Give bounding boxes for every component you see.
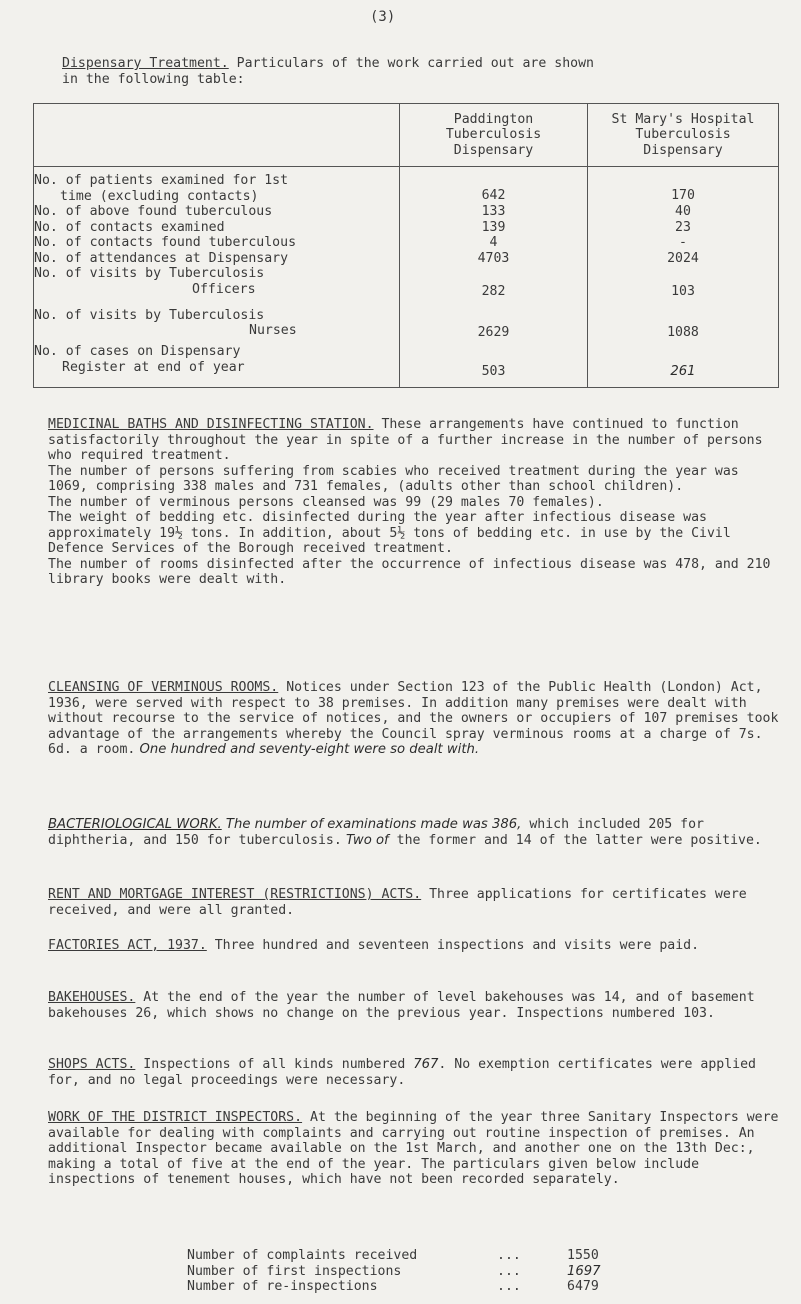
section-heading: RENT AND MORTGAGE INTEREST (RESTRICTIONS) ACTS.: [48, 887, 422, 902]
cell-paddington: 2629: [400, 300, 588, 341]
table-row: [34, 300, 779, 341]
figure-value: 6479: [567, 1279, 599, 1294]
figure-value: 1697: [567, 1263, 601, 1279]
figure-label: Number of re-inspections: [187, 1279, 378, 1294]
intro-heading: Dispensary Treatment.: [62, 56, 229, 71]
shops-section: [48, 1057, 783, 1088]
cell-st-marys: 2024: [588, 251, 779, 267]
bakehouses-section: [48, 990, 783, 1021]
handwritten-note: Two of: [341, 832, 389, 848]
section-text: The weight of bedding etc. disinfected during the year after infectious disease was approximately 19½ tons. In addition, about 5½ tons of bedding etc. in use by the Civil Defence Services of the Borough received treatment.: [48, 510, 731, 556]
section-heading: FACTORIES ACT, 1937.: [48, 938, 207, 953]
figure-value: 1550: [567, 1248, 599, 1263]
row-label: No. of attendances at Dispensary: [34, 251, 400, 267]
cleansing-section: [48, 680, 783, 758]
header-paddington: Paddington Tuberculosis Dispensary: [400, 104, 588, 167]
section-text: The number of persons suffering from scabies who received treatment during the year was 1069, comprising 338 males and 731 females, (adults other than school children).: [48, 463, 739, 494]
section-heading: BAKEHOUSES.: [48, 990, 136, 1005]
table-row: [34, 251, 779, 267]
list-item: [187, 1264, 727, 1280]
handwritten-note: 767: [413, 1057, 439, 1072]
intro-text-line1: Particulars of the work carried out are shown: [228, 56, 594, 71]
section-text: At the beginning of the year three Sanitary Inspectors were available for dealing with complaints and carrying out routine inspection of premises. An additional Inspector became available on the 1st March, and another one on the 13th Dec:, making a total of five at the end of the year. The particulars given below include inspections of tenement houses, which have not been recorded separately.: [48, 1110, 779, 1187]
header-blank: [34, 104, 400, 167]
cell-st-marys: 261: [588, 340, 779, 388]
row-label: No. of cases on Dispensary: [34, 344, 241, 359]
rent-section: [48, 887, 783, 918]
cell-paddington: 4: [400, 235, 588, 251]
figure-label: Number of first inspections: [187, 1263, 402, 1279]
district-inspectors-section: [48, 1110, 783, 1188]
cell-st-marys: 170: [588, 167, 779, 205]
section-text: . No exemption certificates were applied for, and no legal proceedings were necessary.: [48, 1057, 756, 1088]
bacteriological-section: [48, 817, 783, 848]
section-text: These arrangements have continued to function satisfactorily throughout the year in spite of a further increase in the number of persons who required treatment.: [48, 417, 763, 463]
dispensary-table: [33, 103, 779, 388]
row-label-cont: Officers: [192, 281, 256, 297]
factories-section: [48, 938, 783, 954]
section-heading: BACTERIOLOGICAL WORK.: [48, 817, 222, 832]
cell-paddington: 4703: [400, 251, 588, 267]
figure-dots: ...: [497, 1263, 521, 1279]
section-text: The number of verminous persons cleansed was 99 (29 males 70 females).: [48, 494, 604, 510]
figure-dots: ...: [497, 1279, 521, 1294]
inspection-figures: [187, 1248, 727, 1295]
cell-paddington: 133: [400, 204, 588, 220]
row-label: No. of contacts found tuberculous: [34, 235, 400, 251]
section-text: the former and 14 of the latter were positive.: [396, 832, 762, 848]
row-label: No. of above found tuberculous: [34, 204, 400, 220]
section-heading: CLEANSING OF VERMINOUS ROOMS.: [48, 680, 279, 695]
list-item: [187, 1248, 727, 1264]
section-text: which included 205 for diphtheria, and 150 for tuberculosis.: [48, 817, 704, 848]
section-text: Three applications for certificates were received, and were all granted.: [48, 887, 747, 918]
row-label: No. of visits by Tuberculosis: [34, 266, 265, 281]
section-heading: MEDICINAL BATHS AND DISINFECTING STATION.: [48, 417, 374, 432]
table-row: [34, 340, 779, 388]
table-row: [34, 266, 779, 300]
table-row: [34, 235, 779, 251]
section-heading: SHOPS ACTS.: [48, 1057, 136, 1072]
cell-paddington: 139: [400, 220, 588, 236]
cell-paddington: 282: [400, 266, 588, 300]
figure-label: Number of complaints received: [187, 1248, 418, 1263]
section-text: Notices under Section 123 of the Public Health (London) Act, 1936, were served with respect to 38 premises. In addition many premises were dealt with without recourse to the service of notices, and the owners or occupiers of 107 premises took advantage of the arrangements whereby the Council spray verminous rooms at a charge of 7s. 6d. a room.: [48, 680, 779, 757]
list-item: [187, 1279, 727, 1295]
table-header-row: [34, 104, 779, 167]
cell-st-marys: 103: [588, 266, 779, 300]
cell-st-marys: 1088: [588, 300, 779, 341]
handwritten-note: One hundred and seventy-eight were so dealt with.: [135, 742, 480, 757]
intro-paragraph: [62, 56, 792, 87]
row-label: No. of visits by Tuberculosis: [34, 307, 265, 323]
cell-paddington: 642: [400, 167, 588, 205]
section-text: Three hundred and seventeen inspections and visits were paid.: [206, 938, 700, 953]
header-st-marys: St Mary's Hospital Tuberculosis Dispensary: [588, 104, 779, 167]
section-text: The number of rooms disinfected after the occurrence of infectious disease was 478, and 210 library books were dealt with.: [48, 556, 771, 587]
table-row: [34, 220, 779, 236]
cell-st-marys: -: [588, 235, 779, 251]
cell-paddington: 503: [400, 340, 588, 388]
cell-st-marys: 40: [588, 204, 779, 220]
row-label-cont: Nurses: [249, 323, 297, 338]
table-row: [34, 204, 779, 220]
handwritten-note: The number of examinations made was 386,: [221, 817, 522, 832]
section-heading: WORK OF THE DISTRICT INSPECTORS.: [48, 1110, 303, 1125]
cell-st-marys: 23: [588, 220, 779, 236]
table-row: [34, 167, 779, 205]
row-label: No. of contacts examined: [34, 220, 400, 236]
row-label: No. of patients examined for 1st: [34, 173, 289, 188]
section-text: At the end of the year the number of level bakehouses was 14, and of basement bakehouses 26, which shows no change on the previous year. Inspections numbered 103.: [48, 990, 755, 1021]
page-number: (3): [370, 9, 396, 25]
section-text: Inspections of all kinds numbered: [135, 1057, 414, 1072]
medicinal-baths-section: [48, 417, 783, 588]
row-label-cont: Register at end of year: [62, 359, 245, 375]
figure-dots: ...: [497, 1248, 521, 1263]
intro-text-line2: in the following table:: [62, 71, 245, 87]
row-label-cont: time (excluding contacts): [60, 188, 259, 204]
